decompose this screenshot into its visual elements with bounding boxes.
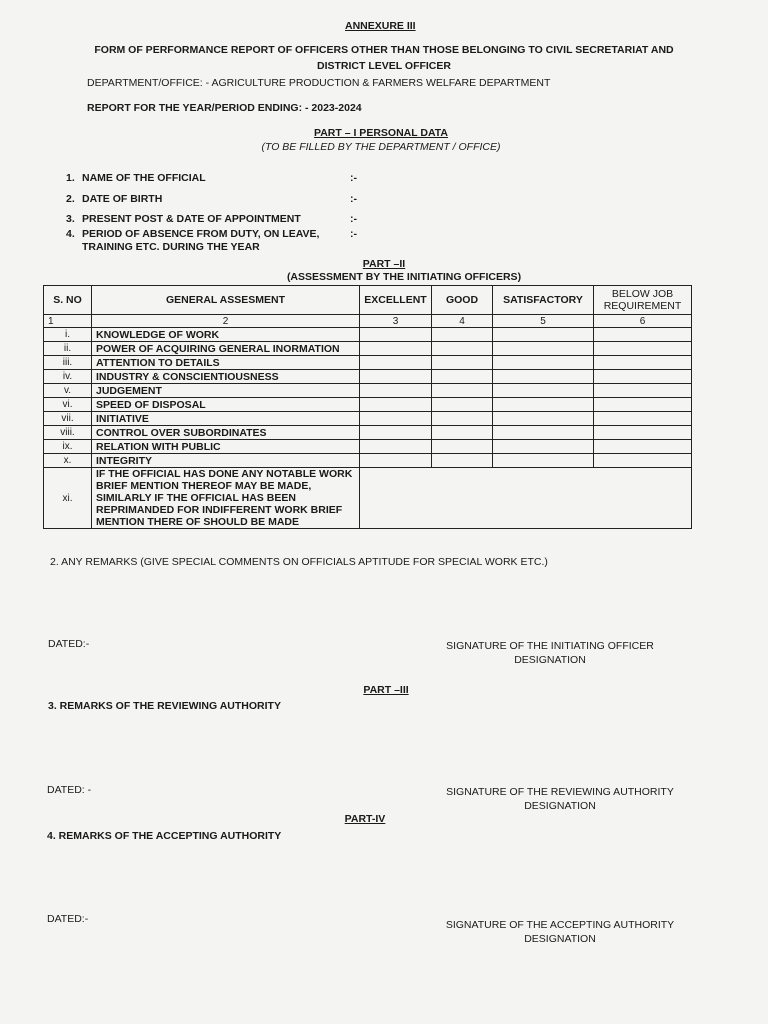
row-number: ix. <box>44 440 92 454</box>
item-separator: :- <box>350 213 357 225</box>
column-header: GOOD <box>432 286 493 315</box>
column-number: 2 <box>92 315 360 328</box>
part3-title: PART –III <box>363 684 409 696</box>
column-number: 6 <box>594 315 692 328</box>
row-item: ATTENTION TO DETAILS <box>92 356 360 370</box>
item-label: PRESENT POST & DATE OF APPOINTMENT <box>82 213 301 225</box>
part2-subtitle: (ASSESSMENT BY THE INITIATING OFFICERS) <box>286 271 522 283</box>
good-cell[interactable] <box>432 356 493 370</box>
item-label-continued: TRAINING ETC. DURING THE YEAR <box>82 241 260 253</box>
row-number: ii. <box>44 342 92 356</box>
column-number: 5 <box>493 315 594 328</box>
satisfactory-cell[interactable] <box>493 356 594 370</box>
signature-label: SIGNATURE OF THE INITIATING OFFICER <box>446 640 654 652</box>
item-separator: :- <box>350 228 357 240</box>
part4-remarks-label: 4. REMARKS OF THE ACCEPTING AUTHORITY <box>47 830 282 842</box>
row-number: i. <box>44 328 92 342</box>
excellent-cell[interactable] <box>360 370 432 384</box>
good-cell[interactable] <box>432 328 493 342</box>
designation-label: DESIGNATION <box>524 933 596 945</box>
designation-label: DESIGNATION <box>524 800 596 812</box>
column-number-row <box>44 315 692 328</box>
table-row <box>44 328 692 342</box>
excellent-cell[interactable] <box>360 384 432 398</box>
row-number: iv. <box>44 370 92 384</box>
good-cell[interactable] <box>432 370 493 384</box>
good-cell[interactable] <box>432 440 493 454</box>
below-requirement-cell[interactable] <box>594 426 692 440</box>
excellent-cell[interactable] <box>360 412 432 426</box>
row-number: v. <box>44 384 92 398</box>
below-requirement-cell[interactable] <box>594 412 692 426</box>
column-header: SATISFACTORY <box>493 286 594 315</box>
good-cell[interactable] <box>432 384 493 398</box>
satisfactory-cell[interactable] <box>493 342 594 356</box>
column-header: EXCELLENT <box>360 286 432 315</box>
assessment-table <box>43 285 692 529</box>
satisfactory-cell[interactable] <box>493 370 594 384</box>
below-requirement-cell[interactable] <box>594 398 692 412</box>
below-requirement-cell[interactable] <box>594 384 692 398</box>
good-cell[interactable] <box>432 454 493 468</box>
good-cell[interactable] <box>432 398 493 412</box>
accepting-authority-signature-block <box>440 918 680 946</box>
below-requirement-cell[interactable] <box>594 356 692 370</box>
signature-label: SIGNATURE OF THE REVIEWING AUTHORITY <box>446 786 674 798</box>
row-item: INITIATIVE <box>92 412 360 426</box>
column-header: BELOW JOB REQUIREMENT <box>594 286 692 315</box>
satisfactory-cell[interactable] <box>493 426 594 440</box>
below-requirement-cell[interactable] <box>594 440 692 454</box>
column-header: S. NO <box>44 286 92 315</box>
part4-title: PART-IV <box>344 813 386 825</box>
table-row <box>44 398 692 412</box>
excellent-cell[interactable] <box>360 342 432 356</box>
good-cell[interactable] <box>432 342 493 356</box>
item-label: PERIOD OF ABSENCE FROM DUTY, ON LEAVE, <box>82 228 320 240</box>
part3-dated: DATED: - <box>47 784 92 796</box>
form-title-line1: FORM OF PERFORMANCE REPORT OF OFFICERS OTHER THAN THOSE BELONGING TO CIVIL SECRETARIAT AND <box>94 44 674 56</box>
excellent-cell[interactable] <box>360 328 432 342</box>
report-period: REPORT FOR THE YEAR/PERIOD ENDING: - 2023-2024 <box>87 102 362 114</box>
below-requirement-cell[interactable] <box>594 342 692 356</box>
part4-dated: DATED:- <box>47 913 89 925</box>
signature-label: SIGNATURE OF THE ACCEPTING AUTHORITY <box>445 919 675 931</box>
part2-title: PART –II <box>362 258 406 270</box>
part2-dated: DATED:- <box>48 638 90 650</box>
department-line: DEPARTMENT/OFFICE: - AGRICULTURE PRODUCTION & FARMERS WELFARE DEPARTMENT <box>87 77 551 89</box>
row-number: x. <box>44 454 92 468</box>
part1-subtitle: (TO BE FILLED BY THE DEPARTMENT / OFFICE) <box>261 141 501 153</box>
annexure-label: ANNEXURE III <box>345 20 416 32</box>
satisfactory-cell[interactable] <box>493 412 594 426</box>
excellent-cell[interactable] <box>360 356 432 370</box>
row-item: INDUSTRY & CONSCIENTIOUSNESS <box>92 370 360 384</box>
item-label: DATE OF BIRTH <box>82 193 163 205</box>
column-number: 1 <box>44 315 92 328</box>
below-requirement-cell[interactable] <box>594 454 692 468</box>
row-item: SPEED OF DISPOSAL <box>92 398 360 412</box>
row-item: JUDGEMENT <box>92 384 360 398</box>
item-separator: :- <box>350 172 357 184</box>
row-number: viii. <box>44 426 92 440</box>
item-number: 2. <box>66 193 75 205</box>
column-number: 3 <box>360 315 432 328</box>
designation-label: DESIGNATION <box>514 654 586 666</box>
table-row <box>44 412 692 426</box>
below-requirement-cell[interactable] <box>594 328 692 342</box>
initiating-officer-signature-block <box>430 639 670 667</box>
row-item: RELATION WITH PUBLIC <box>92 440 360 454</box>
row-item: CONTROL OVER SUBORDINATES <box>92 426 360 440</box>
form-title-line2: DISTRICT LEVEL OFFICER <box>317 60 451 72</box>
table-row <box>44 342 692 356</box>
table-row <box>44 454 692 468</box>
any-remarks-label: 2. ANY REMARKS (GIVE SPECIAL COMMENTS ON OFFICIALS APTITUDE FOR SPECIAL WORK ETC.) <box>50 556 548 568</box>
row-item: POWER OF ACQUIRING GENERAL INORMATION <box>92 342 360 356</box>
excellent-cell[interactable] <box>360 440 432 454</box>
satisfactory-cell[interactable] <box>493 398 594 412</box>
table-row <box>44 426 692 440</box>
excellent-cell[interactable] <box>360 454 432 468</box>
item-number: 4. <box>66 228 75 240</box>
part3-remarks-label: 3. REMARKS OF THE REVIEWING AUTHORITY <box>48 700 281 712</box>
satisfactory-cell[interactable] <box>493 454 594 468</box>
row-item: INTEGRITY <box>92 454 360 468</box>
row-number: xi. <box>44 468 92 529</box>
satisfactory-cell[interactable] <box>493 328 594 342</box>
table-row <box>44 370 692 384</box>
table-row <box>44 440 692 454</box>
item-separator: :- <box>350 193 357 205</box>
excellent-cell[interactable] <box>360 398 432 412</box>
row-number: vi. <box>44 398 92 412</box>
item-label: NAME OF THE OFFICIAL <box>82 172 206 184</box>
item-number: 1. <box>66 172 75 184</box>
below-requirement-cell[interactable] <box>594 370 692 384</box>
good-cell[interactable] <box>432 426 493 440</box>
row-item: IF THE OFFICIAL HAS DONE ANY NOTABLE WORK BRIEF MENTION THEREOF MAY BE MADE, SIMILARLY IF THE OFFICIAL HAS BEEN REPRIMANDED FOR INDIFFERENT WORK BRIEF MENTION THERE OF SHOULD BE MADE <box>92 468 360 529</box>
table-header-row <box>44 286 692 315</box>
table-row <box>44 384 692 398</box>
satisfactory-cell[interactable] <box>493 384 594 398</box>
column-header: GENERAL ASSESMENT <box>92 286 360 315</box>
column-number: 4 <box>432 315 493 328</box>
item-number: 3. <box>66 213 75 225</box>
row-item: KNOWLEDGE OF WORK <box>92 328 360 342</box>
excellent-cell[interactable] <box>360 426 432 440</box>
reviewing-authority-signature-block <box>440 785 680 813</box>
table-row <box>44 356 692 370</box>
remarks-cell[interactable] <box>360 468 692 529</box>
row-number: vii. <box>44 412 92 426</box>
satisfactory-cell[interactable] <box>493 440 594 454</box>
part1-title: PART – I PERSONAL DATA <box>314 127 448 139</box>
good-cell[interactable] <box>432 412 493 426</box>
row-number: iii. <box>44 356 92 370</box>
table-row <box>44 468 692 529</box>
